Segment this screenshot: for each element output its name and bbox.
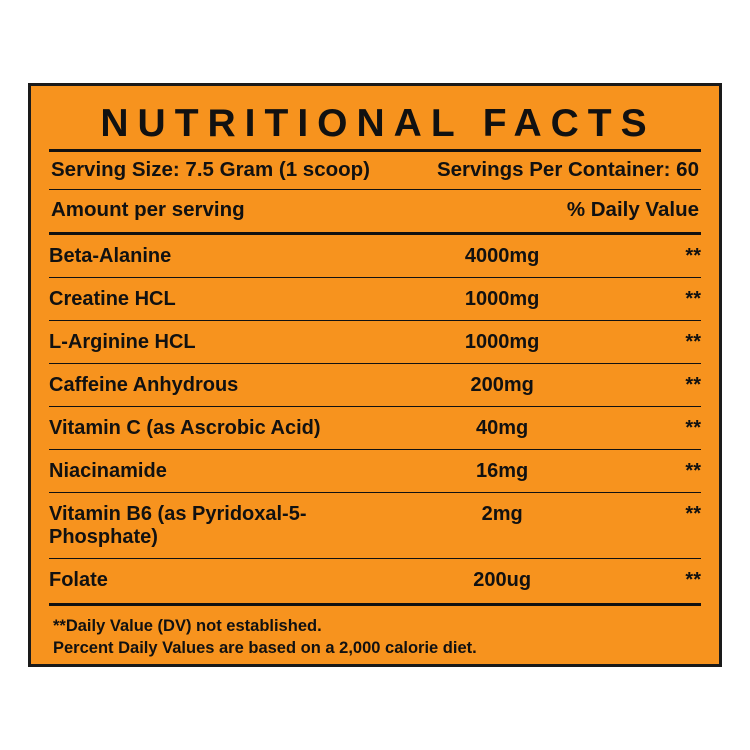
ingredient-daily-value: ** xyxy=(610,278,701,321)
ingredient-name: Beta-Alanine xyxy=(49,235,395,278)
page-title: NUTRITIONAL FACTS xyxy=(100,102,656,145)
daily-value-label: % Daily Value xyxy=(566,198,699,221)
nutritional-facts-panel xyxy=(28,83,722,667)
ingredient-daily-value: ** xyxy=(610,407,701,450)
ingredient-amount: 2mg xyxy=(395,493,610,559)
ingredient-amount: 200ug xyxy=(473,569,532,591)
amount-per-serving-label: Amount per serving xyxy=(51,198,245,221)
ingredient-name: Folate xyxy=(49,569,108,591)
ingredient-daily-value: ** xyxy=(610,364,701,407)
amount-header-row xyxy=(49,190,701,230)
servings-per-container-label: Servings Per Container: 60 xyxy=(436,158,699,181)
ingredient-amount: 40mg xyxy=(395,407,610,450)
table-row xyxy=(49,364,701,407)
ingredient-name: Vitamin B6 (as Pyridoxal-5-Phosphate) xyxy=(49,493,395,559)
table-row xyxy=(49,559,701,602)
ingredient-amount: 16mg xyxy=(395,450,610,493)
ingredient-name: L-Arginine HCL xyxy=(49,321,395,364)
ingredients-table xyxy=(49,235,701,601)
ingredient-daily-value: ** xyxy=(610,493,701,559)
ingredient-amount: 1000mg xyxy=(395,321,610,364)
ingredient-daily-value: ** xyxy=(610,235,701,278)
ingredient-daily-value: ** xyxy=(610,321,701,364)
ingredient-name: Niacinamide xyxy=(49,450,395,493)
table-row xyxy=(49,321,701,364)
footnotes xyxy=(49,606,701,660)
ingredient-amount: 200mg xyxy=(395,364,610,407)
footnote-daily-value: **Daily Value (DV) not established. xyxy=(53,617,322,635)
table-row xyxy=(49,278,701,321)
ingredient-name: Vitamin C (as Ascrobic Acid) xyxy=(49,407,395,450)
ingredient-name: Caffeine Anhydrous xyxy=(49,364,395,407)
ingredient-daily-value: ** xyxy=(610,450,701,493)
table-row xyxy=(49,407,701,450)
footnote-calorie-diet: Percent Daily Values are based on a 2,000 calorie diet. xyxy=(53,639,477,658)
table-row xyxy=(49,450,701,493)
ingredient-amount: 1000mg xyxy=(395,278,610,321)
ingredient-amount: 4000mg xyxy=(395,235,610,278)
serving-info-row xyxy=(49,152,701,189)
table-row xyxy=(49,235,701,278)
serving-size-label: Serving Size: 7.5 Gram (1 scoop) xyxy=(51,158,370,181)
ingredient-daily-value: ** xyxy=(685,569,701,591)
ingredient-name: Creatine HCL xyxy=(49,278,395,321)
table-row xyxy=(49,493,701,559)
